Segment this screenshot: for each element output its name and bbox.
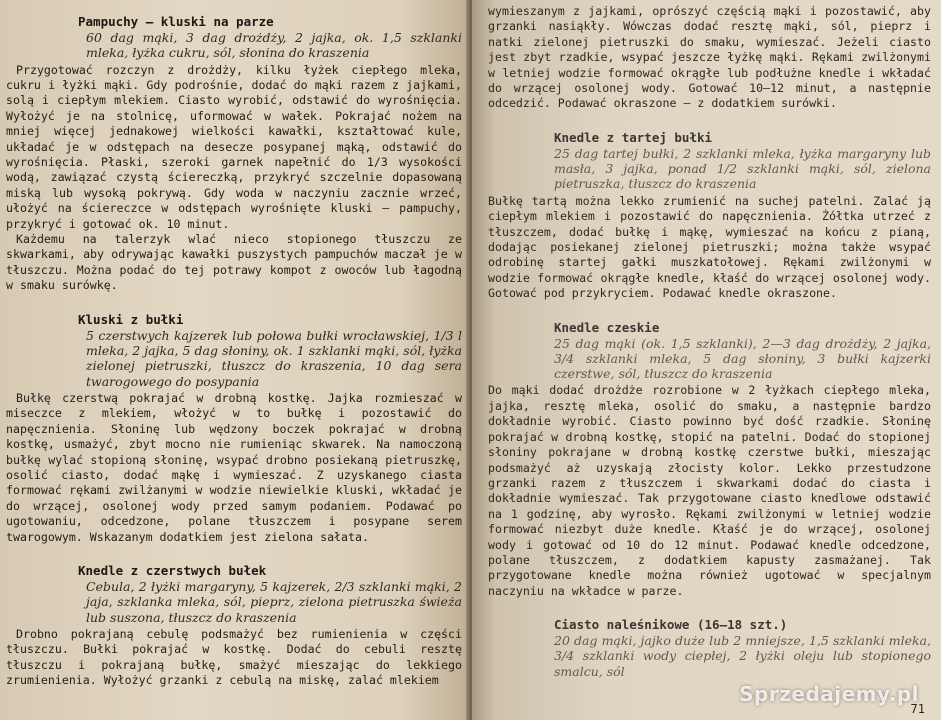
recipe-paragraph: Do mąki dodać drożdże rozrobione w 2 łyżkach ciepłego mleka, jajka, resztę mleka, osolić do smaku, a następnie bardzo dokładnie wyrobić. Ciasto powinno być dość rzadkie. Słoninę pokrajać w drobną kostkę, stopić na patelni. Dodać do stopionej słoniny pokrajane w drobną kostkę czerstwe bułki, mieszając podsmażyć aż uzyskają złocisty kolor. Lekko przestudzone grzanki razem z tłuszczem i skwarkami dodać do ciasta i dokładnie wymieszać. Tak przygotowane ciasto knedlowe odstawić na 1 godzinę, aby wyrosło. Rękami zwilżonymi w letniej wodzie formować niezbyt duże knedle. Kłaść je do wrzącej, osolonej wody i gotować od 10 do 12 minut. Podawać knedle odcedzone, polane tłuszczem, z dodatkiem kapusty zasmażanej. Tak przygotowane knedle można również ugotować w specjalnym naczyniu na wkładce w parze.: [488, 383, 931, 598]
recipe-paragraph: Bułkę czerstwą pokrajać w drobną kostkę. Jajka rozmieszać w miseczce z mlekiem, włożyć w to bułkę i pozostawić do napęcznienia. Słoninę lub wędzony boczek pokrajać w drobną kostkę, usmażyć, zbyt mocno nie rumieniąc skwarek. Na namoczoną bułkę wylać stopioną słoninę, wsypać drobno posiekaną pietruszkę, osolić ciasto, dodać mąkę i wymieszać. Z uzyskanego ciasta formować rękami zwilżanymi w wodzie niewielkie kluski, wkładać je do wrzącej, osolonej wody przed samym podaniem. Podawać po ugotowaniu, odcedzone, polane tłuszczem i posypane serem twarogowym. Wskazanym dodatkiem jest zielona sałata.: [6, 390, 462, 544]
recipe-knedle-czeskie: [488, 320, 931, 600]
recipe-ingredients: 20 dag mąki, jajko duże lub 2 mniejsze, 1,5 szklanki mleka, 3/4 szklanki wody ciepłej, 2 łyżki oleju lub stopionego smalcu, sól: [554, 633, 931, 679]
recipe-ingredients: 25 dag mąki (ok. 1,5 szklanki), 2—3 dag drożdży, 2 jajka, 3/4 szklanki mleka, 5 dag słoniny, 3 bułki kajzerki czerstwe, sól, tłuszcz do kraszenia: [554, 335, 931, 382]
recipe-ingredients: 60 dag mąki, 3 dag drożdży, 2 jajka, ok. 1,5 szklanki mleka, łyżka cukru, sól, słonina do kraszenia: [86, 30, 462, 61]
recipe-knedle-z-tartej-bulki: [488, 130, 931, 302]
recipe-continuation: [488, 4, 931, 112]
recipe-paragraph: Drobno pokrajaną cebulę podsmażyć bez rumienienia w części tłuszczu. Bułki pokrajać w kostkę. Dodać do cebuli resztę tłuszczu i pokrajaną bułkę, smażyć mieszając do lekkiego zrumienienia. Wyłożyć grzanki z cebulą na miskę, zalać mlekiem: [6, 626, 462, 688]
right-page: [472, 0, 941, 720]
continuation-paragraph: wymieszanym z jajkami, oprószyć częścią mąki i pozostawić, aby grzanki nasiąkły. Wówczas dodać resztę mąki, sól, pieprz i natki zielonej pietruszki do smaku, wymieszać. Jeżeli ciasto jest zbyt rzadkie, wsypać jeszcze łyżkę mąki. Rękami zwilżonymi w letniej wodzie formować okrągłe lub podłużne knedle i wkładać do wrzącej osolonej wody. Gotować 10—12 minut, a następnie odcedzić. Podawać okraszone — z dodatkiem surówki.: [488, 4, 931, 111]
recipe-pampuchy: [6, 14, 462, 294]
watermark-logo: Sprzedajemy.pl: [739, 682, 919, 706]
recipe-paragraph: Bułkę tartą można lekko zrumienić na suchej patelni. Zalać ją ciepłym mlekiem i pozostawić do napęcznienia. Żółtka utrzeć z tłuszczem, dodać bułkę i mąkę, wymieszać na końcu z pianą, dodając posiekanej zielonej pietruszki; można także wsypać odrobinę startej gałki muszkatołowej. Rękami zwilżonymi w wodzie formować okrągłe knedle, kłaść do wrzącej osolonej wody. Gotować pod przykryciem. Podawać knedle okraszone.: [488, 193, 931, 301]
recipe-paragraph: Przygotować rozczyn z drożdży, kilku łyżek ciepłego mleka, cukru i łyżki mąki. Gdy podrośnie, dodać do mąki razem z jajkami, solą i ciepłym mlekiem. Ciasto wyrobić, odstawić do wyrośnięcia. Wyłożyć je na stolnicę, uformować w wałek. Pokrajać nożem na mniej więcej jednakowej wielkości kawałki, kształtować kule, układać je w odstępach na desecze posypanej mąką, odstawić do wyrośnięcia. Płaski, szeroki garnek napełnić do 1/3 wysokości wodą, zawiązać czystą ściereczką, przykryć szczelnie dopasowaną miską lub wysoką pokrywą. Gdy woda w naczyniu zacznie wrzeć, ułożyć na ściereczce w odstępach wyrośnięte kluski — pampuchy, przykryć i gotować ok. 10 minut.: [6, 62, 462, 231]
recipe-title: Pampuchy — kluski na parze: [78, 14, 274, 29]
recipe-kluski-z-bulki: [6, 312, 462, 545]
recipe-knedle-z-czerstwych-bulek: [6, 563, 462, 689]
page-number: 71: [910, 702, 925, 716]
recipe-title: Knedle czeskie: [554, 319, 660, 335]
recipe-title: Ciasto naleśnikowe (16—18 szt.): [554, 617, 788, 633]
recipe-title: Kluski z bułki: [78, 311, 184, 327]
recipe-ingredients: 25 dag tartej bułki, 2 szklanki mleka, łyżka margaryny lub masła, 3 jajka, ponad 1/2 szklanki mąki, sól, zielona pietruszka, tłuszcz do kraszenia: [554, 145, 931, 192]
recipe-title: Knedle z czerstwych bułek: [78, 562, 267, 578]
recipe-ingredients: Cebula, 2 łyżki margaryny, 5 kajzerek, 2/3 szklanki mąki, 2 jaja, szklanka mleka, sól, pieprz, zielona pietruszka świeża lub suszona, tłuszcz do kraszenia: [86, 578, 462, 625]
recipe-ingredients: 5 czerstwych kajzerek lub połowa bułki wrocławskiej, 1/3 l mleka, 2 jajka, 5 dag słoniny, ok. 1 szklanki mąki, sól, łyżka zielonej pietruszki, tłuszcz do kraszenia, 10 dag sera twarogowego do posypania: [86, 327, 462, 389]
recipe-title: Knedle z tartej bułki: [554, 129, 713, 145]
recipe-paragraph: Każdemu na talerzyk wlać nieco stopionego tłuszczu ze skwarkami, aby odrywając kawałki puszystych pampuchów maczał je w tłuszczu. Można podać do tej potrawy kompot z owoców lub łagodną w smaku surówkę.: [6, 232, 462, 293]
left-page: [0, 0, 470, 720]
recipe-ciasto-nalesnikowe: [488, 617, 931, 679]
